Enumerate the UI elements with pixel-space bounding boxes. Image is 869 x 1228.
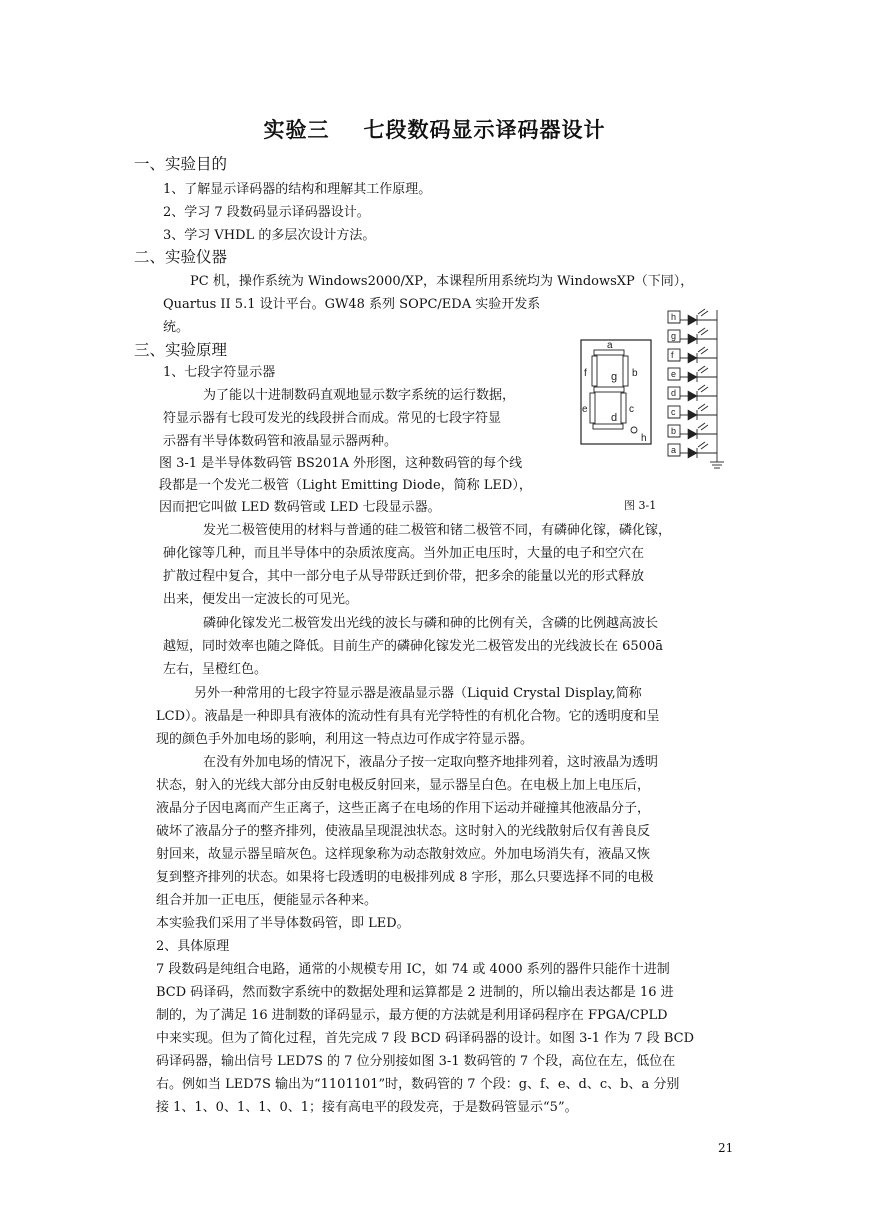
diode-label: h bbox=[671, 312, 677, 322]
diode-row bbox=[668, 385, 717, 401]
section3-heading: 三、实验原理 bbox=[134, 341, 228, 359]
led-diode-array bbox=[710, 310, 724, 468]
subsection-heading: 1、七段字符显示器 bbox=[163, 365, 276, 380]
diode-row bbox=[668, 347, 717, 363]
diode-label: d bbox=[671, 388, 677, 398]
diode-label: g bbox=[671, 331, 677, 341]
paragraph-line: 破坏了液晶分子的整齐排列，使液晶呈现混浊状态。这时射入的光线散射后仅有善良反 bbox=[156, 824, 651, 839]
paragraph-line: 本实验我们采用了半导体数码管，即 LED。 bbox=[156, 916, 410, 931]
section2-line: PC 机，操作系统为 Windows2000/XP，本课程所用系统均为 WindowsXP（下同）， bbox=[190, 274, 694, 289]
paragraph-line: 左右，呈橙红色。 bbox=[163, 662, 268, 677]
paragraph-line: 发光二极管使用的材料与普通的硅二极管和锗二极管不同，有磷砷化镓，磷化镓， bbox=[203, 523, 672, 538]
paragraph-line: BCD 码译码，然而数字系统中的数据处理和运算都是 2 进制的，所以输出表达都是 16 进 bbox=[156, 985, 674, 1000]
segment-label: g bbox=[611, 371, 618, 383]
paragraph-line: 砷化镓等几种，而且半导体中的杂质浓度高。当外加正电压时，大量的电子和空穴在 bbox=[163, 546, 645, 561]
subsection-heading: 2、具体原理 bbox=[156, 939, 230, 954]
diode-label: e bbox=[671, 369, 677, 379]
figure-3-1-seven-segment-display bbox=[578, 298, 738, 498]
diode-label: c bbox=[671, 407, 676, 417]
section2-line: 统。 bbox=[163, 320, 190, 335]
paragraph-line: 中来实现。但为了简化过程，首先完成 7 段 BCD 码译码器的设计。如图 3-1 作为 7 段 BCD bbox=[156, 1031, 694, 1046]
paragraph-line: 磷砷化镓发光二极管发出光线的波长与磷和砷的比例有关，含磷的比例越高波长 bbox=[203, 616, 659, 631]
paragraph-line: 符显示器有七段可发光的线段拼合而成。常见的七段字符显 bbox=[163, 411, 502, 426]
diode-row bbox=[668, 404, 717, 420]
paragraph-line: 制的，为了满足 16 进制数的译码显示，最方便的方法就是利用译码程序在 FPGA/CPLD bbox=[156, 1008, 668, 1023]
page-title bbox=[0, 114, 869, 144]
diode-rows bbox=[668, 309, 717, 458]
segment-label: h bbox=[641, 433, 647, 444]
paragraph-line: 射回来，故显示器呈暗灰色。这样现象称为动态散射效应。外加电场消失有，液晶又恢 bbox=[156, 847, 651, 862]
paragraph-line: 示器有半导体数码管和液晶显示器两种。 bbox=[163, 434, 398, 449]
diode-row bbox=[668, 309, 717, 325]
title-experiment-number: 实验三 bbox=[263, 117, 330, 142]
section1-item: 2、学习 7 段数码显示译码器设计。 bbox=[163, 205, 370, 220]
segment-label: e bbox=[582, 404, 588, 415]
paragraph-line: 7 段数码是纯组合电路，通常的小规模专用 IC，如 74 或 4000 系列的器件只能作十进制 bbox=[156, 962, 670, 977]
diode-row bbox=[668, 442, 717, 458]
paragraph-line: 状态，射入的光线大部分由反射电极反射回来，显示器呈白色。在电极上加上电压后， bbox=[156, 778, 651, 793]
paragraph-line: 液晶分子因电离而产生正离子，这些正离子在电场的作用下运动并碰撞其他液晶分子， bbox=[156, 801, 651, 816]
title-experiment-name: 七段数码显示译码器设计 bbox=[363, 117, 606, 142]
paragraph-line: LCD）。液晶是一种即具有液体的流动性有具有光学特性的有机化合物。它的透明度和呈 bbox=[156, 709, 660, 724]
section2-line: Quartus II 5.1 设计平台。GW48 系列 SOPC/EDA 实验开发系 bbox=[163, 297, 541, 312]
figure-caption: 图 3-1 bbox=[624, 499, 657, 512]
segment-label: d bbox=[611, 412, 618, 424]
seven-segment-display-outline bbox=[581, 340, 651, 444]
paragraph-line: 段都是一个发光二极管（Light Emitting Diode，简称 LED）， bbox=[159, 478, 532, 493]
paragraph-line: 出来，便发出一定波长的可见光。 bbox=[163, 592, 359, 607]
diode-label: a bbox=[671, 445, 677, 455]
section2-heading: 二、实验仪器 bbox=[134, 248, 228, 266]
paragraph-line: 复到整齐排列的状态。如果将七段透明的电极排列成 8 字形，那么只要选择不同的电极 bbox=[156, 870, 654, 885]
paragraph-line: 现的颜色手外加电场的影响，利用这一特点边可作成字符显示器。 bbox=[156, 732, 534, 747]
paragraph-line: 图 3-1 是半导体数码管 BS201A 外形图，这种数码管的每个线 bbox=[159, 456, 523, 471]
paragraph-line: 在没有外加电场的情况下，液晶分子按一定取向整齐地排列着，这时液晶为透明 bbox=[203, 755, 659, 770]
paragraph-line: 扩散过程中复合，其中一部分电子从导带跃迁到价带，把多余的能量以光的形式释放 bbox=[163, 569, 645, 584]
section1-heading: 一、实验目的 bbox=[134, 155, 228, 173]
diode-row bbox=[668, 366, 717, 382]
section1-item: 1、了解显示译码器的结构和理解其工作原理。 bbox=[163, 182, 432, 197]
segment-label: a bbox=[607, 340, 613, 351]
section1-item: 3、学习 VHDL 的多层次设计方法。 bbox=[163, 228, 376, 243]
paragraph-line: 组合并加一正电压，便能显示各种来。 bbox=[156, 893, 378, 908]
paragraph-line: 另外一种常用的七段字符显示器是液晶显示器（Liquid Crystal Display,简称 bbox=[194, 686, 642, 701]
paragraph-line: 因而把它叫做 LED 数码管或 LED 七段显示器。 bbox=[159, 500, 441, 515]
diode-label: f bbox=[671, 350, 674, 360]
diode-row bbox=[668, 423, 717, 439]
segment-label: b bbox=[632, 368, 638, 379]
diode-label: b bbox=[671, 426, 677, 436]
paragraph-line: 右。例如当 LED7S 输出为“1101101”时，数码管的 7 个段：g、f、e、d、c、b、a 分别 bbox=[156, 1077, 680, 1092]
segment-label: f bbox=[584, 368, 587, 379]
diode-row bbox=[668, 328, 717, 344]
paragraph-line: 越短，同时效率也随之降低。目前生产的磷砷化镓发光二极管发出的光线波长在 6500ā bbox=[163, 639, 663, 654]
paragraph-line: 码译码器，输出信号 LED7S 的 7 位分别接如图 3-1 数码管的 7 个段，高位在左，低位在 bbox=[156, 1054, 676, 1069]
paragraph-line: 接 1、1、0、1、1、0、1；接有高电平的段发亮，于是数码管显示“5”。 bbox=[156, 1100, 578, 1115]
paragraph-line: 为了能以十进制数码直观地显示数字系统的运行数据， bbox=[203, 388, 516, 403]
segment-label: c bbox=[629, 404, 634, 415]
page-number: 21 bbox=[718, 1141, 734, 1155]
